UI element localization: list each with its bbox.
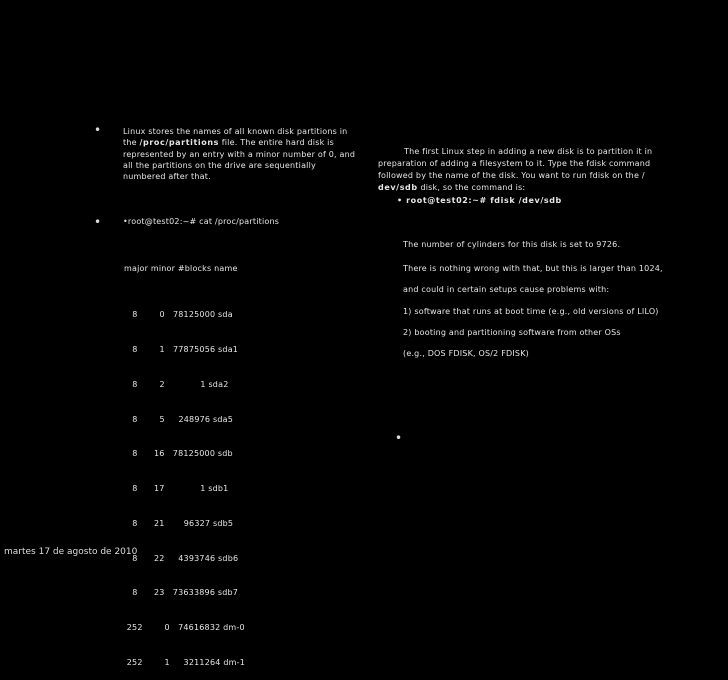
warning-text: There is nothing wrong with that, but this is larger than 1024, xyxy=(403,264,663,273)
table-row: 8 5 248976 sda5 xyxy=(124,414,233,424)
paragraph-line: numbered after that. xyxy=(123,172,211,181)
lilo-item: 1) software that runs at boot time (e.g., old versions of LILO) xyxy=(403,307,659,316)
bullet-marker: • xyxy=(395,431,403,445)
table-row: 8 2 1 sda2 xyxy=(124,379,229,389)
proc-partitions-path: /proc/partitions xyxy=(139,138,219,147)
table-row: 8 16 78125000 sdb xyxy=(124,449,233,459)
partition-table xyxy=(124,286,245,680)
paragraph-line: preparation of adding a filesystem to it. Type the fdisk command xyxy=(378,159,651,168)
date-footer: martes 17 de agosto de 2010 xyxy=(4,547,138,557)
bullet-marker: • xyxy=(94,215,102,229)
table-row: 252 0 74616832 dm-0 xyxy=(124,623,245,633)
dos-fdisk-item: (e.g., DOS FDISK, OS/2 FDISK) xyxy=(403,349,529,358)
cat-command: •root@test02:~# cat /proc/partitions xyxy=(123,217,280,226)
paragraph-line: all the partitions on the drive are sequentially xyxy=(123,161,316,170)
paragraph-line: dev/sdb disk, so the command is: xyxy=(378,183,526,192)
cylinders-text: The number of cylinders for this disk is set to 9726. xyxy=(403,240,621,249)
table-row: 8 0 78125000 sda xyxy=(124,310,233,320)
bullet-marker: • xyxy=(94,123,102,137)
table-header: major minor #blocks name xyxy=(124,264,238,273)
warning-text: and could in certain setups cause problems with: xyxy=(403,285,610,294)
table-row: 8 1 77875056 sda1 xyxy=(124,344,239,354)
paragraph-line: the /proc/partitions file. The entire hard disk is xyxy=(123,138,334,147)
table-row: 8 17 1 sdb1 xyxy=(124,484,229,494)
paragraph-line: represented by an entry with a minor number of 0, and xyxy=(123,150,356,159)
fdisk-command: • root@test02:~# fdisk /dev/sdb xyxy=(397,196,562,205)
dev-sdb-path: dev/sdb xyxy=(378,183,418,192)
paragraph-line: The first Linux step in adding a new disk is to partition it in xyxy=(404,147,653,156)
table-row: 8 23 73633896 sdb7 xyxy=(124,588,239,598)
paragraph-line: followed by the name of the disk. You want to run fdisk on the / xyxy=(378,171,645,180)
other-os-item: 2) booting and partitioning software from other OSs xyxy=(403,328,621,337)
paragraph-line: Linux stores the names of all known disk partitions in xyxy=(123,127,348,136)
table-row: 8 21 96327 sdb5 xyxy=(124,518,234,528)
table-row: 252 1 3211264 dm-1 xyxy=(124,658,245,667)
table-row: 8 22 4393746 sdb6 xyxy=(124,553,239,563)
